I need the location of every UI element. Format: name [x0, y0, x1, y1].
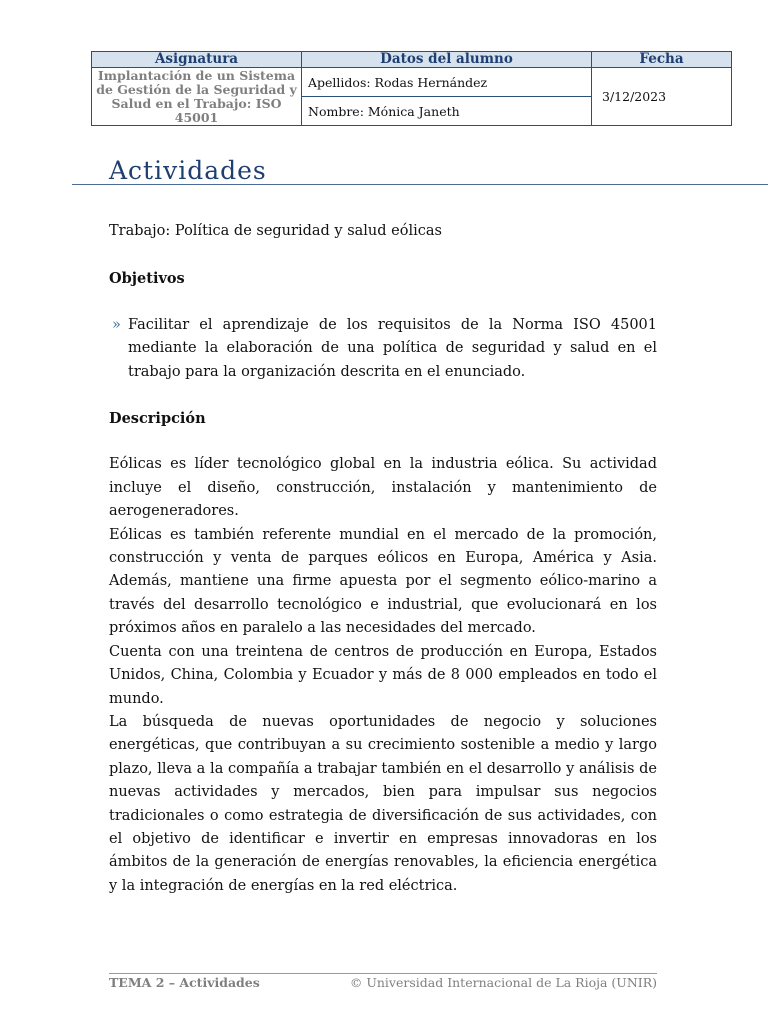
description-paragraph: La búsqueda de nuevas oportunidades de negocio y soluciones energéticas, que contribuyan a su crecimiento sostenible a medio y largo plazo, lleva a la compañía a trabajar también en el desarrollo y análisis de nuevas actividades y mercados, bien para impulsar sus negocios tradicionales o como estrategia de diversificación de sus actividades, con el objetivo de identificar e invertir en empresas innovadoras en los ámbitos de la generación de energías renovables, la eficiencia energética y la integración de energías en la red eléctrica. — [109, 713, 657, 894]
footer-copyright: © Universidad Internacional de La Rioja (UNIR) — [349, 975, 657, 990]
objectives-list — [109, 314, 657, 384]
description-paragraph: Eólicas es también referente mundial en el mercado de la promoción, construcción y venta de parques eólicos en Europa, América y Asia. Además, mantiene una firme apuesta por el segmento eólico-marino a través del desarrollo tecnológico e industrial, que evolucionará en los próximos años en paralelo a las necesidades del mercado. — [109, 526, 657, 637]
objectives-heading: Objetivos — [109, 270, 185, 288]
header-col-subject: Asignatura — [92, 52, 302, 68]
description-paragraph: Eólicas es líder tecnológico global en la industria eólica. Su actividad incluye el diseño, construcción, instalación y mantenimiento de aerogeneradores. — [109, 456, 657, 520]
header-col-date: Fecha — [592, 52, 732, 68]
footer-section-label: TEMA 2 – Actividades — [109, 975, 260, 990]
objective-text: Facilitar el aprendizaje de los requisitos de la Norma ISO 45001 mediante la elaboración de una política de seguridad y salud en el trabajo para la organización descrita en el enunciado. — [128, 316, 657, 380]
header-col-student: Datos del alumno — [302, 52, 592, 68]
header-table — [91, 51, 732, 126]
bullet-chevron-icon: » — [112, 316, 121, 333]
footer-divider — [109, 973, 657, 974]
date-cell: 3/12/2023 — [592, 68, 732, 126]
name-cell: Nombre: Mónica Janeth — [302, 97, 592, 126]
description-text — [109, 453, 657, 898]
list-item — [109, 314, 657, 384]
job-line: Trabajo: Política de seguridad y salud eólicas — [109, 223, 442, 239]
title-divider — [72, 184, 768, 185]
description-paragraph: Cuenta con una treintena de centros de producción en Europa, Estados Unidos, China, Colombia y Ecuador y más de 8 000 empleados en todo el mundo. — [109, 643, 657, 707]
surnames-cell: Apellidos: Rodas Hernández — [302, 68, 592, 97]
subject-cell: Implantación de un Sistema de Gestión de la Seguridad y Salud en el Trabajo: ISO 45001 — [92, 68, 302, 126]
page-title: Actividades — [109, 156, 267, 185]
description-heading: Descripción — [109, 410, 206, 428]
document-body — [109, 220, 657, 898]
